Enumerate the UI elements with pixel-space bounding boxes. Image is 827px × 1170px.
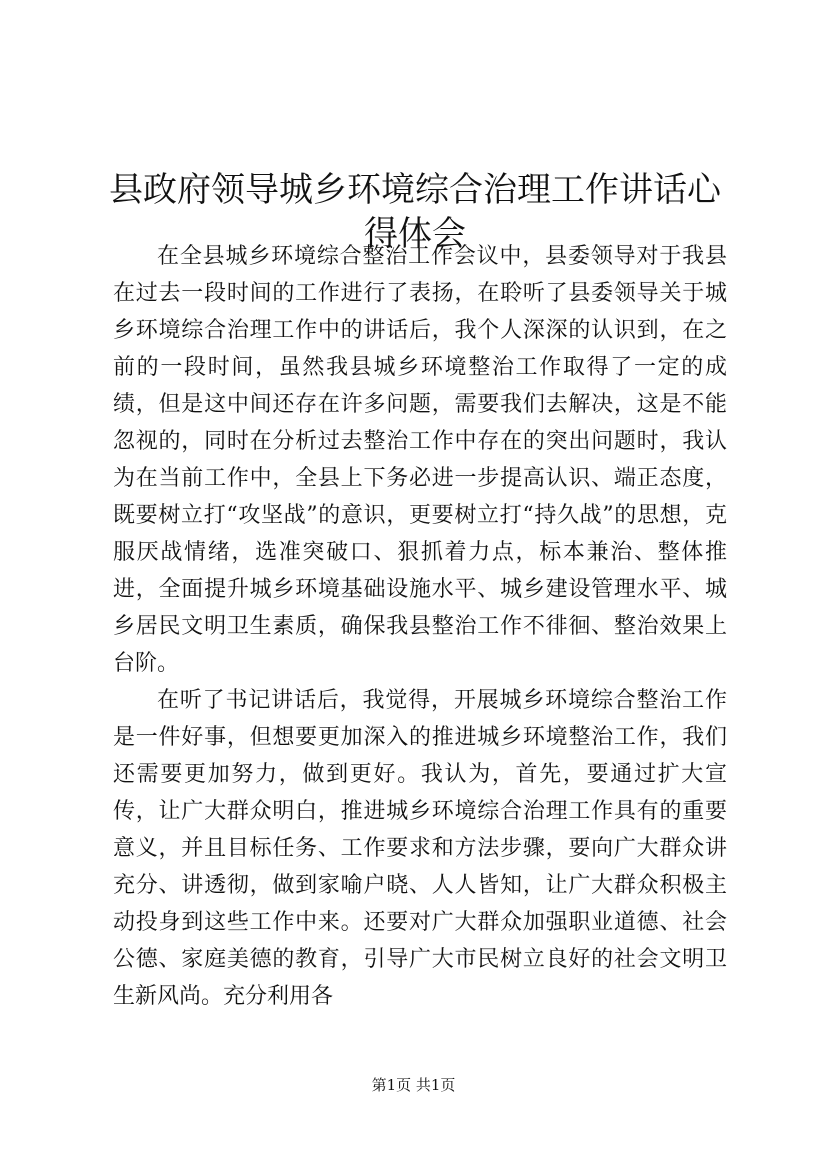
document-body xyxy=(113,238,727,1015)
page-footer: 第1页 共1页 xyxy=(371,1076,456,1094)
document-title: 县政府领导城乡环境综合治理工作讲话心得体会 xyxy=(109,169,721,254)
paragraph-2: 在听了书记讲话后，我觉得，开展城乡环境综合整治工作是一件好事，但想要更加深入的推进城乡环境整治工作，我们还需要更加努力，做到更好。我认为，首先，要通过扩大宣传，让广大群众明白，推进城乡环境综合治理工作具有的重要意义，并且目标任务、工作要求和方法步骤，要向广大群众讲充分、讲透彻，做到家喻户晓、人人皆知，让广大群众积极主动投身到这些工作中来。还要对广大群众加强职业道德、社会公德、家庭美德的教育，引导广大市民树立良好的社会文明卫生新风尚。充分利用各 xyxy=(113,688,727,1009)
paragraph-1: 在全县城乡环境综合整治工作会议中，县委领导对于我县在过去一段时间的工作进行了表扬，在聆听了县委领导关于城乡环境综合治理工作中的讲话后，我个人深深的认识到，在之前的一段时间，虽然我县城乡环境整治工作取得了一定的成绩，但是这中间还存在许多问题，需要我们去解决，这是不能忽视的，同时在分析过去整治工作中存在的突出问题时，我认为在当前工作中，全县上下务必进一步提高认识、端正态度，既要树立打“攻坚战”的意识，更要树立打“持久战”的思想，克服厌战情绪，选准突破口、狠抓着力点，标本兼治、整体推进，全面提升城乡环境基础设施水平、城乡建设管理水平、城乡居民文明卫生素质，确保我县整治工作不徘徊、整治效果上台阶。 xyxy=(113,244,727,676)
